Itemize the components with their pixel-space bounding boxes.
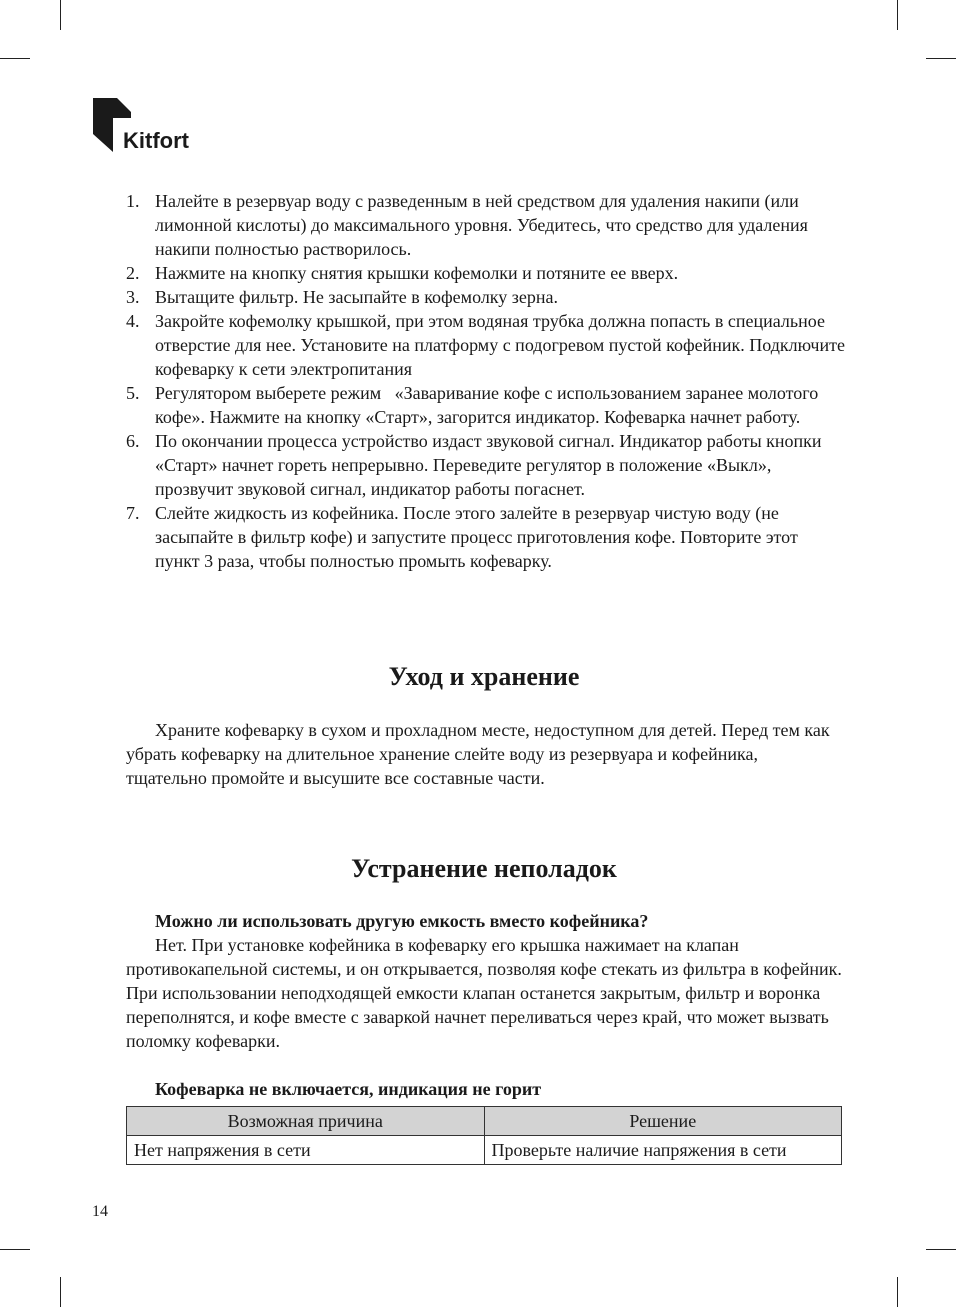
step-number: 2. (126, 263, 140, 283)
column-header-solution: Решение (484, 1107, 842, 1136)
step-number: 4. (126, 311, 140, 331)
step-item (126, 309, 846, 381)
table-cell-solution: Проверьте наличие напряжения в сети (484, 1136, 842, 1165)
step-number: 5. (126, 383, 140, 403)
problem-heading: Кофеварка не включается, индикация не горит (155, 1079, 542, 1099)
step-item (126, 381, 846, 429)
brand-name: Kitfort (123, 128, 189, 153)
crop-mark (926, 1249, 956, 1250)
step-text: Вытащите фильтр. Не засыпайте в кофемолку зерна. (155, 287, 559, 307)
crop-mark (897, 0, 898, 30)
faq-answer: Нет. При установке кофейника в кофеварку его крышка нажимает на клапан противокапельной системы, и он открывается, позволяя кофе стекать из фильтра в кофейник. При использовании неподходящей емкости клапан останется закрытым, фильтр и воронка переполнятся, и кофе вместе с заваркой начнет переливаться через край, что может вызвать поломку кофеварки. (126, 935, 842, 1051)
column-header-cause: Возможная причина (127, 1107, 485, 1136)
step-text: Налейте в резервуар воду с разведенным в ней средством для удаления накипи (или лимонной кислоты) до максимального уровня. Убедитесь, что средство для удаления накипи полностью растворилось. (155, 191, 808, 259)
step-number: 1. (126, 191, 140, 211)
step-text: Закройте кофемолку крышкой, при этом водяная трубка должна попасть в специальное отверстие для нее. Установите на платформу с подогревом пустой кофейник. Подключите кофеварку к сети электропитания (155, 311, 845, 379)
page-number: 14 (92, 1203, 108, 1220)
table-header-row (127, 1107, 842, 1136)
table-cell-cause: Нет напряжения в сети (127, 1136, 485, 1165)
step-item (126, 429, 846, 501)
table-row (127, 1136, 842, 1165)
step-number: 7. (126, 503, 140, 523)
step-text: Регулятором выберете режим «Заваривание кофе с использованием заранее молотого кофе». Нажмите на кнопку «Старт», загорится индикатор. Кофеварка начнет работу. (155, 383, 823, 427)
step-number: 6. (126, 431, 140, 451)
troubleshooting-table (126, 1106, 842, 1165)
care-text: Храните кофеварку в сухом и прохладном месте, недоступном для детей. Перед тем как убрать кофеварку на длительное хранение слейте воду из резервуара и кофейника, тщательно промойте и высушите все составные части. (126, 720, 830, 788)
step-item (126, 189, 846, 261)
kitfort-logo (93, 98, 189, 153)
step-text: Нажмите на кнопку снятия крышки кофемолки и потяните ее вверх. (155, 263, 679, 283)
crop-mark (897, 1277, 898, 1307)
step-item (126, 501, 846, 573)
step-text: Слейте жидкость из кофейника. После этого залейте в резервуар чистую воду (не засыпайте в фильтр кофе) и запустите процесс приготовления кофе. Повторите этот пункт 3 раза, чтобы полностью промыть кофеварку. (155, 503, 798, 571)
care-heading: Уход и хранение (388, 662, 580, 691)
step-number: 3. (126, 287, 140, 307)
step-item (126, 261, 846, 285)
troubleshooting-heading: Устранение неполадок (351, 854, 617, 883)
step-item (126, 285, 846, 309)
crop-mark (60, 0, 61, 30)
faq-question: Можно ли использовать другую емкость вместо кофейника? (155, 911, 649, 931)
crop-mark (926, 58, 956, 59)
descaling-steps (126, 189, 846, 573)
step-text: По окончании процесса устройство издаст звуковой сигнал. Индикатор работы кнопки «Старт» начнет гореть непрерывно. Переведите регулятор в положение «Выкл», прозвучит звуковой сигнал, индикатор работы погаснет. (155, 431, 822, 499)
crop-mark (0, 58, 30, 59)
crop-mark (60, 1277, 61, 1307)
crop-mark (0, 1249, 30, 1250)
